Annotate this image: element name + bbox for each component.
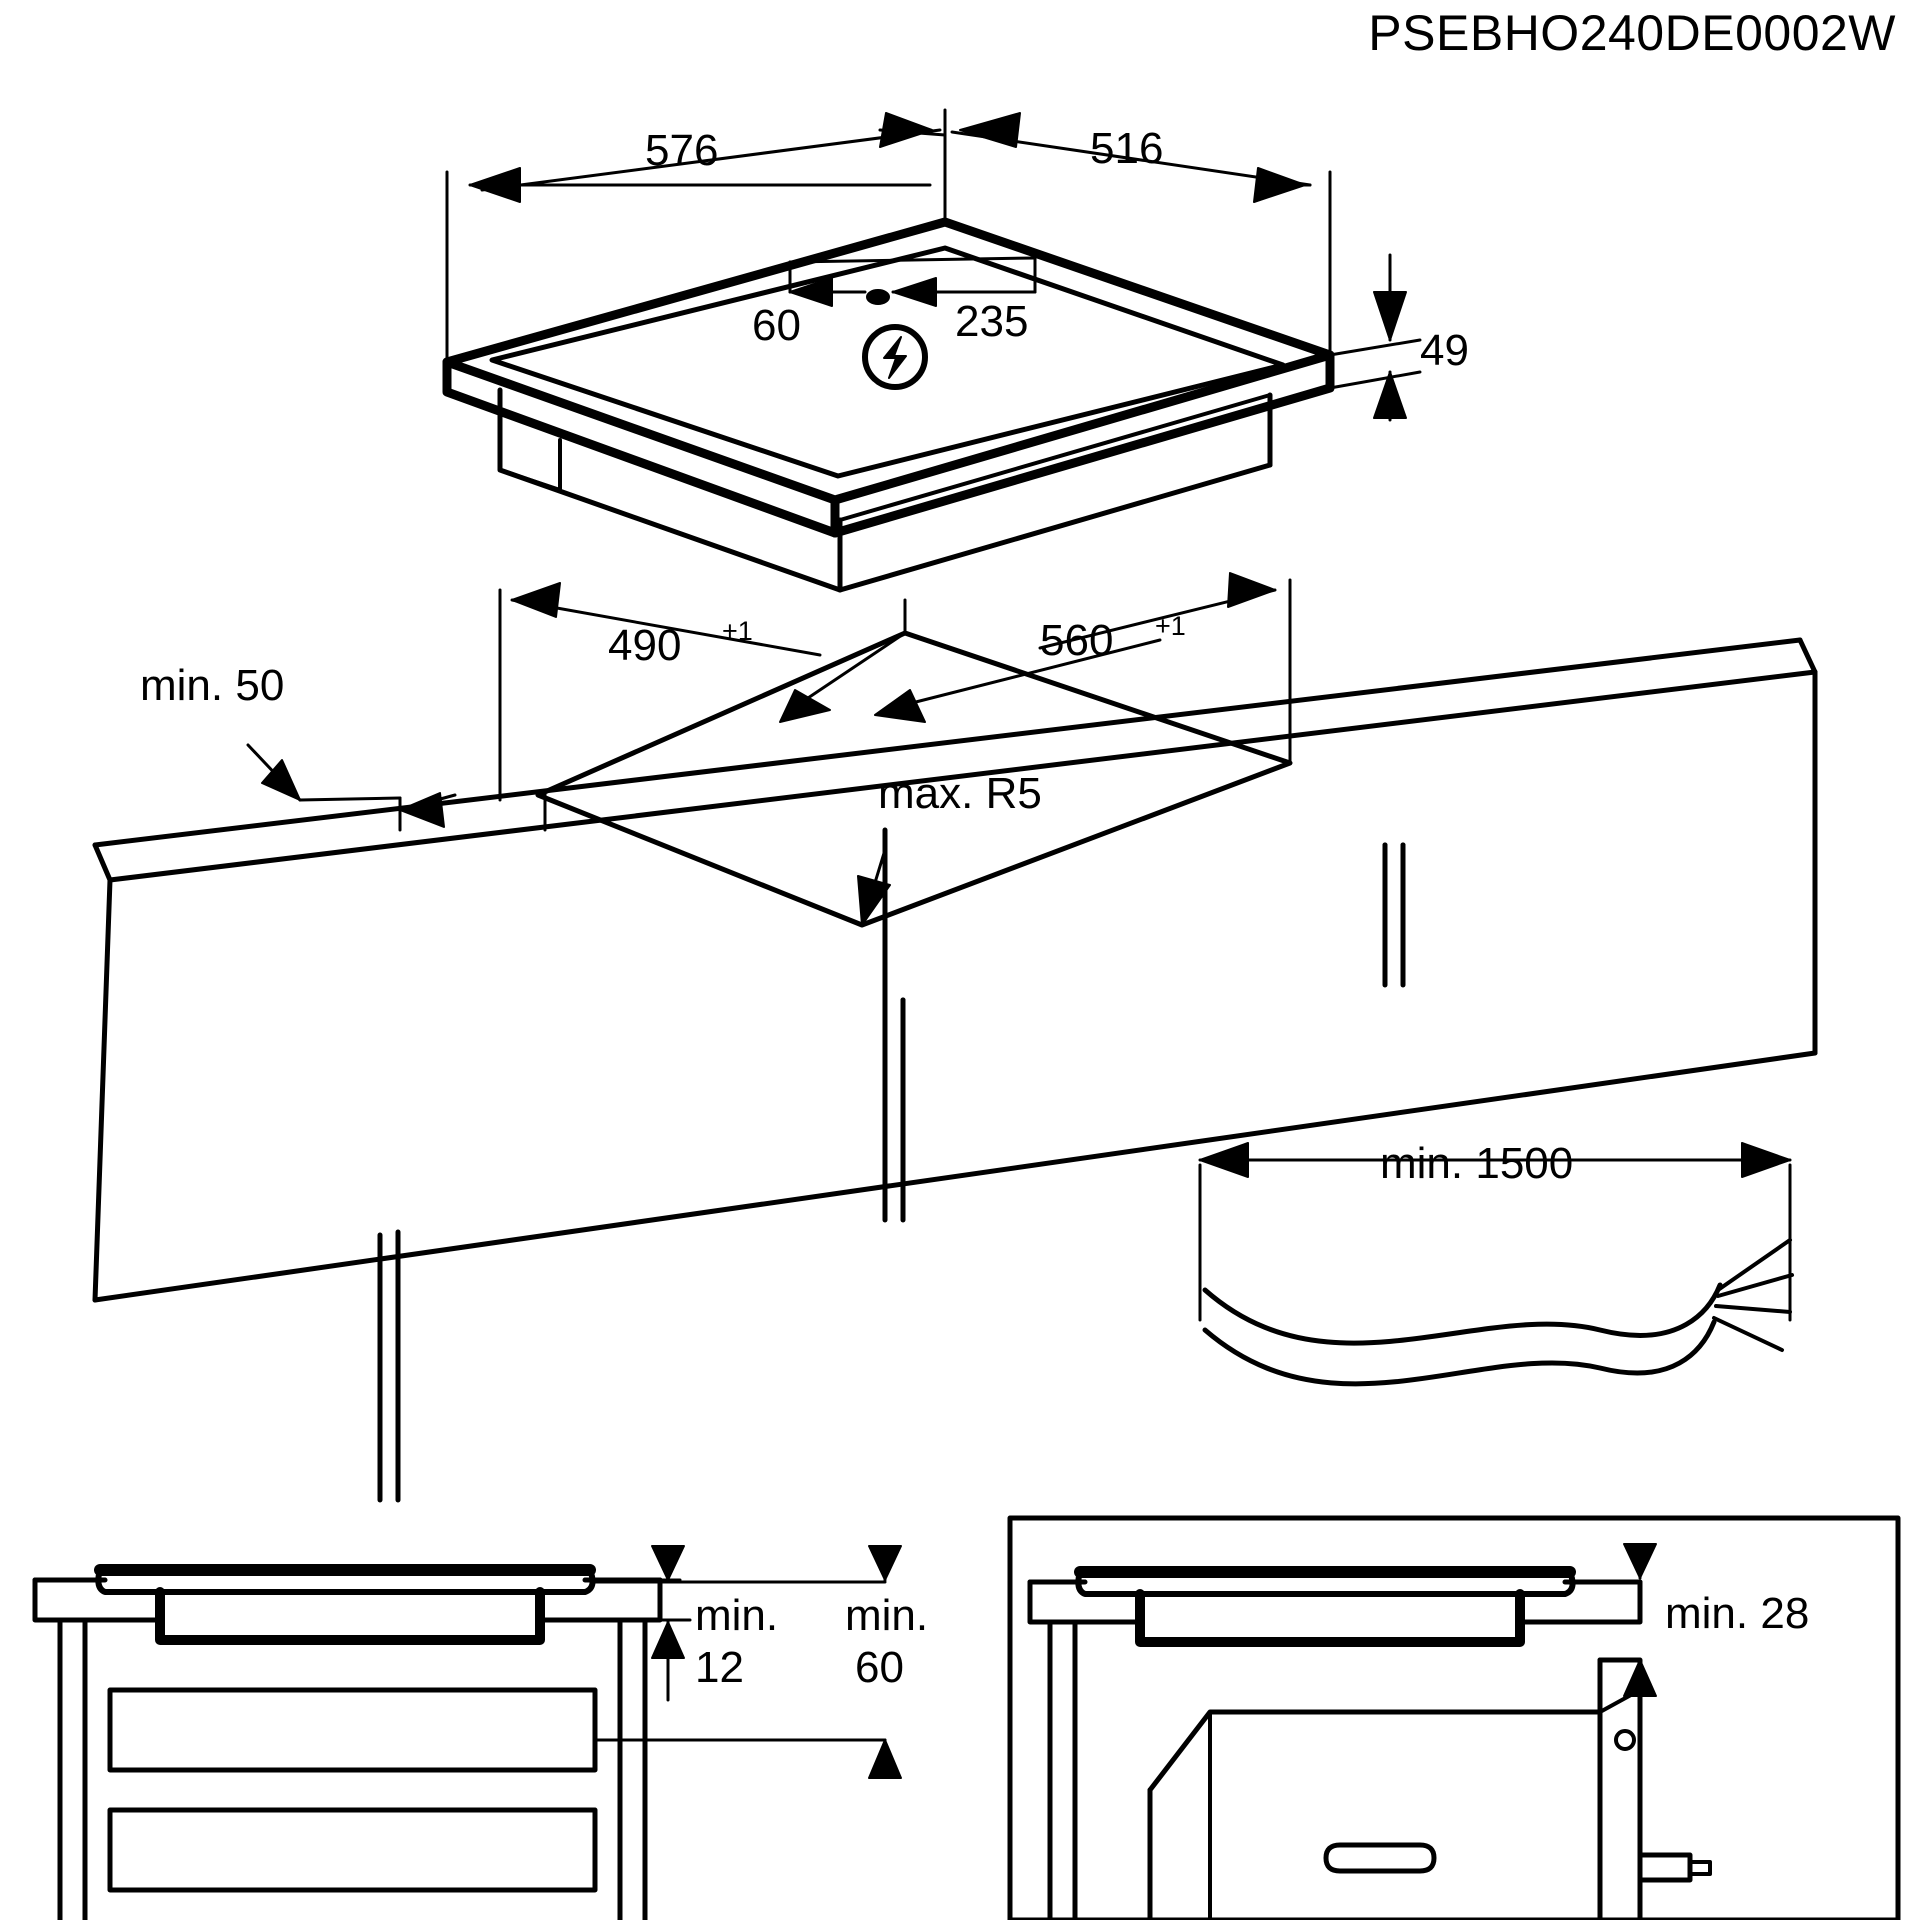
dim-min-12-value: 12 xyxy=(695,1643,744,1692)
dim-516: 516 xyxy=(1090,124,1164,173)
dim-min-60-value: 60 xyxy=(855,1643,904,1692)
dim-235-connection: 235 xyxy=(955,297,1029,346)
dim-min-28: min. 28 xyxy=(1665,1589,1810,1638)
dim-60-connection: 60 xyxy=(752,301,801,350)
dim-49: 49 xyxy=(1420,326,1469,375)
dim-max-r5: max. R5 xyxy=(878,769,1042,818)
dim-576: 576 xyxy=(645,126,719,175)
document-code: PSEBHO240DE0002W xyxy=(1368,5,1896,61)
dim-560-tolerance: +1 xyxy=(1155,611,1186,641)
dim-490: 490 xyxy=(608,621,682,670)
dim-min-12-word: min. xyxy=(695,1591,779,1640)
dim-490-tolerance: +1 xyxy=(722,616,753,646)
dim-min-50: min. 50 xyxy=(140,661,285,710)
dim-min-60-word: min. xyxy=(845,1591,929,1640)
dim-min-1500: min. 1500 xyxy=(1380,1139,1574,1188)
dim-560: 560 xyxy=(1040,616,1114,665)
section-right-figure xyxy=(1010,1518,1898,1920)
hob-figure xyxy=(447,110,1420,590)
